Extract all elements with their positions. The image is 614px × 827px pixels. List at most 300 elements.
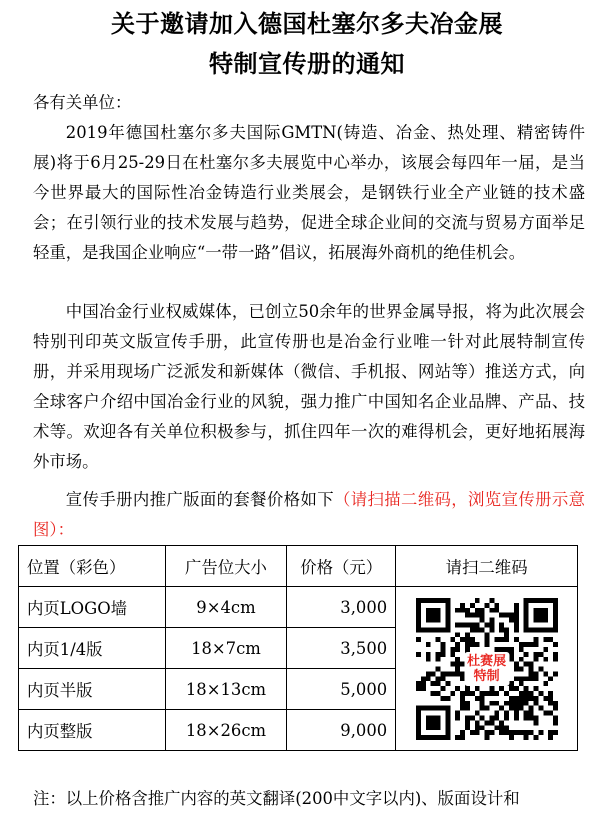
- qr-module: [533, 715, 538, 720]
- qr-module: [553, 651, 558, 656]
- qr-module: [543, 646, 548, 651]
- cell-position: 内页1/4版: [19, 628, 166, 669]
- qr-module: [421, 705, 426, 710]
- qr-module: [523, 676, 528, 681]
- qr-module: [425, 642, 430, 647]
- qr-module: [514, 617, 519, 622]
- qr-module: [460, 637, 465, 642]
- qr-module: [543, 637, 548, 642]
- qr-module: [430, 720, 435, 725]
- qr-module: [416, 725, 421, 730]
- qr-module: [533, 637, 538, 642]
- qr-module: [445, 730, 450, 735]
- qr-module: [548, 710, 553, 715]
- qr-module: [465, 720, 470, 725]
- qr-module: [440, 705, 445, 710]
- qr-module: [416, 720, 421, 725]
- qr-module: [430, 705, 435, 710]
- qr-module: [499, 627, 504, 632]
- qr-module: [523, 715, 528, 720]
- qr-module: [435, 676, 440, 681]
- qr-module: [435, 627, 440, 632]
- qr-module: [435, 681, 440, 686]
- cell-size: 18×7cm: [165, 628, 286, 669]
- qr-module: [509, 681, 514, 686]
- qr-module: [440, 598, 445, 603]
- qr-module: [474, 612, 479, 617]
- qr-module: [465, 700, 470, 705]
- qr-module: [543, 627, 548, 632]
- qr-module: [523, 710, 528, 715]
- qr-module: [523, 607, 528, 612]
- qr-module: [548, 627, 553, 632]
- qr-module: [533, 612, 538, 617]
- qr-module: [533, 607, 538, 612]
- qr-module: [440, 671, 445, 676]
- qr-module: [450, 691, 455, 696]
- qr-module: [455, 646, 460, 651]
- qr-module: [528, 705, 533, 710]
- qr-module: [484, 632, 489, 637]
- qr-module: [504, 730, 509, 735]
- qr-module: [430, 612, 435, 617]
- qr-module: [489, 627, 494, 632]
- qr-module: [489, 691, 494, 696]
- qr-module: [523, 695, 528, 700]
- qr-module: [469, 627, 474, 632]
- qr-module: [469, 612, 474, 617]
- qr-module: [474, 695, 479, 700]
- qr-module: [548, 695, 553, 700]
- qr-module: [494, 715, 499, 720]
- qr-module: [465, 705, 470, 710]
- qr-module: [484, 602, 489, 607]
- qr-module: [504, 637, 509, 642]
- qr-module: [509, 651, 514, 656]
- qr-module: [421, 676, 426, 681]
- qr-module: [425, 720, 430, 725]
- qr-module: [509, 656, 514, 661]
- qr-module: [548, 735, 553, 740]
- paragraph-pricing-intro: [33, 485, 585, 545]
- qr-module: [489, 598, 494, 603]
- qr-module: [514, 627, 519, 632]
- paragraph-brochure-intro: 中国冶金行业权威媒体，已创立50余年的世界金属导报，将为此次展会特别刊印英文版宣传手册，此宣传册也是冶金行业唯一针对此展特制宣传册，并采用现场广泛派发和新媒体（微信、手机报、网站等）推送方式，向全球客户介绍中国冶金行业的风貌，强力推广中国知名企业品牌、产品、技术等。欢迎各有关单位积极参与，抓住四年一次的难得机会，更好地拓展海外市场。: [33, 302, 585, 471]
- qr-module: [416, 730, 421, 735]
- qr-module: [465, 642, 470, 647]
- qr-module: [528, 627, 533, 632]
- qr-module: [445, 671, 450, 676]
- qr-module: [523, 612, 528, 617]
- qr-module: [465, 637, 470, 642]
- qr-module: [499, 686, 504, 691]
- qr-module: [523, 627, 528, 632]
- qr-module: [421, 627, 426, 632]
- qr-module: [474, 730, 479, 735]
- qr-module: [518, 695, 523, 700]
- qr-module: [445, 612, 450, 617]
- qr-module: [479, 715, 484, 720]
- qr-module: [425, 735, 430, 740]
- qr-module: [435, 617, 440, 622]
- qr-module: [509, 646, 514, 651]
- qr-module: [430, 725, 435, 730]
- qr-module: [416, 637, 421, 642]
- qr-module: [425, 651, 430, 656]
- qr-module: [489, 622, 494, 627]
- qr-module: [435, 637, 440, 642]
- qr-module: [484, 637, 489, 642]
- qr-module: [553, 715, 558, 720]
- qr-module: [514, 686, 519, 691]
- qr-module: [543, 612, 548, 617]
- qr-module: [435, 656, 440, 661]
- qr-module: [523, 602, 528, 607]
- qr-module: [469, 622, 474, 627]
- qr-module: [518, 691, 523, 696]
- qr-module: [538, 598, 543, 603]
- qr-module: [499, 622, 504, 627]
- qr-module: [425, 676, 430, 681]
- qr-module: [518, 681, 523, 686]
- qr-module: [528, 598, 533, 603]
- qr-module: [504, 627, 509, 632]
- qr-module: [450, 651, 455, 656]
- header-price: 价格（元）: [287, 546, 396, 587]
- paragraph-exhibition-intro: 2019年德国杜塞尔多夫国际GMTN(铸造、冶金、热处理、精密铸件展)将于6月25-29日在杜塞尔多夫展览中心举办，该展会每四年一届，是当今世界最大的国际性冶金铸造行业类展会，是钢铁行业全产业链的技术盛会；在引领行业的技术发展与趋势，促进全球企业间的交流与贸易方面举足轻重，是我国企业响应“一带一路”倡议，拓展海外商机的绝佳机会。: [33, 123, 585, 262]
- qr-module: [504, 710, 509, 715]
- qr-module: [430, 691, 435, 696]
- qr-module: [430, 607, 435, 612]
- qr-module: [465, 715, 470, 720]
- qr-module: [523, 651, 528, 656]
- header-position: 位置（彩色）: [19, 546, 166, 587]
- qr-module: [514, 622, 519, 627]
- qr-module: [528, 715, 533, 720]
- qr-module: [523, 661, 528, 666]
- footnote: 注：以上价格含推广内容的英文翻译(200中文字以内)、版面设计和: [33, 789, 520, 808]
- qr-module: [553, 607, 558, 612]
- qr-module: [469, 602, 474, 607]
- qr-module: [523, 598, 528, 603]
- qr-module: [514, 715, 519, 720]
- qr-module: [469, 715, 474, 720]
- qr-module: [499, 612, 504, 617]
- qr-module: [430, 598, 435, 603]
- qr-module: [548, 598, 553, 603]
- qr-module: [450, 646, 455, 651]
- qr-module: [489, 617, 494, 622]
- qr-module: [523, 617, 528, 622]
- qr-module: [445, 617, 450, 622]
- qr-module: [455, 656, 460, 661]
- qr-module: [533, 695, 538, 700]
- qr-module: [499, 705, 504, 710]
- qr-module: [504, 612, 509, 617]
- qr-module: [538, 705, 543, 710]
- qr-module: [533, 656, 538, 661]
- qr-module: [455, 642, 460, 647]
- qr-module: [543, 656, 548, 661]
- qr-module: [469, 637, 474, 642]
- qr-module: [509, 695, 514, 700]
- qr-module: [509, 730, 514, 735]
- qr-module: [445, 710, 450, 715]
- qr-module: [430, 735, 435, 740]
- qr-module: [489, 715, 494, 720]
- qr-module: [455, 632, 460, 637]
- qr-module: [440, 676, 445, 681]
- qr-module: [533, 686, 538, 691]
- qr-module: [514, 676, 519, 681]
- qr-module: [440, 651, 445, 656]
- qr-module: [514, 666, 519, 671]
- qr-module: [479, 705, 484, 710]
- qr-module: [523, 691, 528, 696]
- qr-module: [533, 700, 538, 705]
- qr-module: [430, 715, 435, 720]
- qr-module: [474, 725, 479, 730]
- qr-module: [538, 627, 543, 632]
- qr-module: [518, 700, 523, 705]
- qr-module: [533, 676, 538, 681]
- qr-module: [435, 725, 440, 730]
- qr-module: [440, 642, 445, 647]
- qr-module: [509, 612, 514, 617]
- qr-module: [509, 700, 514, 705]
- qr-module: [514, 661, 519, 666]
- qr-module: [435, 705, 440, 710]
- qr-module: [533, 598, 538, 603]
- qr-module: [504, 700, 509, 705]
- qr-module: [460, 607, 465, 612]
- qr-module: [445, 725, 450, 730]
- qr-module: [435, 715, 440, 720]
- qr-module: [430, 671, 435, 676]
- qr-module: [421, 681, 426, 686]
- qr-module: [548, 700, 553, 705]
- qr-module: [514, 612, 519, 617]
- qr-module: [543, 710, 548, 715]
- qr-module: [465, 607, 470, 612]
- cell-size: 18×26cm: [165, 710, 286, 751]
- cell-position: 内页LOGO墙: [19, 587, 166, 628]
- qr-module: [543, 598, 548, 603]
- qr-module: [499, 720, 504, 725]
- qr-module: [533, 651, 538, 656]
- qr-module: [538, 691, 543, 696]
- qr-module: [425, 671, 430, 676]
- qr-module: [533, 642, 538, 647]
- qr-module: [445, 598, 450, 603]
- qr-module: [499, 730, 504, 735]
- qr-module: [440, 627, 445, 632]
- qr-module: [465, 691, 470, 696]
- qr-module: [416, 607, 421, 612]
- qr-module: [435, 612, 440, 617]
- qr-module: [489, 686, 494, 691]
- qr-module: [528, 691, 533, 696]
- qr-module: [484, 622, 489, 627]
- qr-module: [533, 617, 538, 622]
- qr-module: [425, 598, 430, 603]
- qr-module: [425, 725, 430, 730]
- qr-module: [528, 676, 533, 681]
- document-title-line1: 关于邀请加入德国杜塞尔多夫冶金展: [111, 9, 503, 38]
- qr-module: [553, 612, 558, 617]
- qr-module: [474, 642, 479, 647]
- qr-module: [435, 735, 440, 740]
- qr-module: [421, 598, 426, 603]
- qr-module: [523, 622, 528, 627]
- qr-module: [553, 598, 558, 603]
- qr-module: [499, 725, 504, 730]
- qr-module: [528, 666, 533, 671]
- qr-module: [514, 607, 519, 612]
- qr-module: [474, 686, 479, 691]
- qr-module: [479, 627, 484, 632]
- qr-module: [445, 735, 450, 740]
- qr-label-line2: 特制: [473, 668, 500, 684]
- qr-module: [435, 666, 440, 671]
- qr-module: [484, 720, 489, 725]
- qr-module: [479, 691, 484, 696]
- qr-module: [455, 661, 460, 666]
- qr-module: [416, 705, 421, 710]
- qr-module: [435, 598, 440, 603]
- qr-module: [523, 735, 528, 740]
- qr-module: [460, 730, 465, 735]
- qr-module: [455, 735, 460, 740]
- qr-module: [543, 695, 548, 700]
- qr-module: [553, 700, 558, 705]
- qr-module: [494, 700, 499, 705]
- qr-module: [494, 607, 499, 612]
- qr-module: [445, 627, 450, 632]
- qr-module: [455, 715, 460, 720]
- qr-module: [509, 735, 514, 740]
- qr-module: [455, 666, 460, 671]
- qr-module: [460, 622, 465, 627]
- qr-module: [543, 617, 548, 622]
- qr-module: [523, 700, 528, 705]
- qr-module: [430, 681, 435, 686]
- qr-module: [538, 612, 543, 617]
- qr-module: [553, 730, 558, 735]
- qr-module: [514, 730, 519, 735]
- qr-module: [425, 627, 430, 632]
- qr-module: [504, 632, 509, 637]
- cell-price: 3,500: [287, 628, 396, 669]
- qr-module: [514, 637, 519, 642]
- qr-module: [479, 617, 484, 622]
- qr-module: [548, 691, 553, 696]
- qr-module: [460, 700, 465, 705]
- qr-module: [460, 695, 465, 700]
- qr-module: [494, 637, 499, 642]
- qr-module: [445, 720, 450, 725]
- qr-module: [494, 725, 499, 730]
- qr-module: [479, 612, 484, 617]
- qr-module: [548, 676, 553, 681]
- qr-module: [455, 622, 460, 627]
- qr-module: [465, 686, 470, 691]
- qr-module: [469, 730, 474, 735]
- qr-module: [504, 691, 509, 696]
- qr-center-label: [464, 652, 509, 686]
- qr-module: [528, 661, 533, 666]
- qr-module: [425, 612, 430, 617]
- qr-module: [514, 710, 519, 715]
- qr-module: [538, 730, 543, 735]
- qr-module: [421, 735, 426, 740]
- qr-module: [450, 671, 455, 676]
- qr-module: [469, 642, 474, 647]
- qr-module: [494, 691, 499, 696]
- qr-module: [553, 720, 558, 725]
- qr-module: [435, 607, 440, 612]
- qr-module: [538, 666, 543, 671]
- qr-module: [518, 730, 523, 735]
- qr-module: [509, 686, 514, 691]
- qr-module: [435, 691, 440, 696]
- qr-module: [518, 676, 523, 681]
- qr-module: [523, 686, 528, 691]
- qr-module: [528, 642, 533, 647]
- qr-module: [543, 681, 548, 686]
- pricing-table: [18, 545, 578, 751]
- qr-module: [518, 646, 523, 651]
- qr-module: [460, 705, 465, 710]
- qr-module: [445, 681, 450, 686]
- qr-module: [460, 602, 465, 607]
- cell-size: 9×4cm: [165, 587, 286, 628]
- qr-module: [489, 720, 494, 725]
- qr-module: [465, 612, 470, 617]
- qr-module: [528, 710, 533, 715]
- qr-module: [484, 735, 489, 740]
- qr-module: [538, 607, 543, 612]
- qr-module: [465, 622, 470, 627]
- qr-module: [416, 617, 421, 622]
- cell-position: 内页半版: [19, 669, 166, 710]
- qr-module: [518, 642, 523, 647]
- qr-label-line1: 杜赛展: [467, 653, 507, 669]
- qr-module: [416, 651, 421, 656]
- qr-module: [528, 730, 533, 735]
- scan-qr-hint: （请扫描二维码，浏览宣传册示意图）：: [33, 490, 586, 539]
- qr-module: [474, 622, 479, 627]
- qr-module: [514, 602, 519, 607]
- qr-module: [553, 656, 558, 661]
- qr-module: [518, 666, 523, 671]
- qr-module: [484, 730, 489, 735]
- qr-module: [538, 617, 543, 622]
- qr-module: [474, 598, 479, 603]
- qr-module: [543, 671, 548, 676]
- qr-module: [514, 700, 519, 705]
- qr-module: [479, 607, 484, 612]
- qr-code-icon[interactable]: [416, 598, 558, 740]
- qr-module: [440, 735, 445, 740]
- qr-module: [533, 735, 538, 740]
- qr-module: [425, 656, 430, 661]
- qr-module: [455, 686, 460, 691]
- qr-module: [425, 705, 430, 710]
- qr-module: [518, 656, 523, 661]
- qr-module: [421, 686, 426, 691]
- qr-module: [484, 642, 489, 647]
